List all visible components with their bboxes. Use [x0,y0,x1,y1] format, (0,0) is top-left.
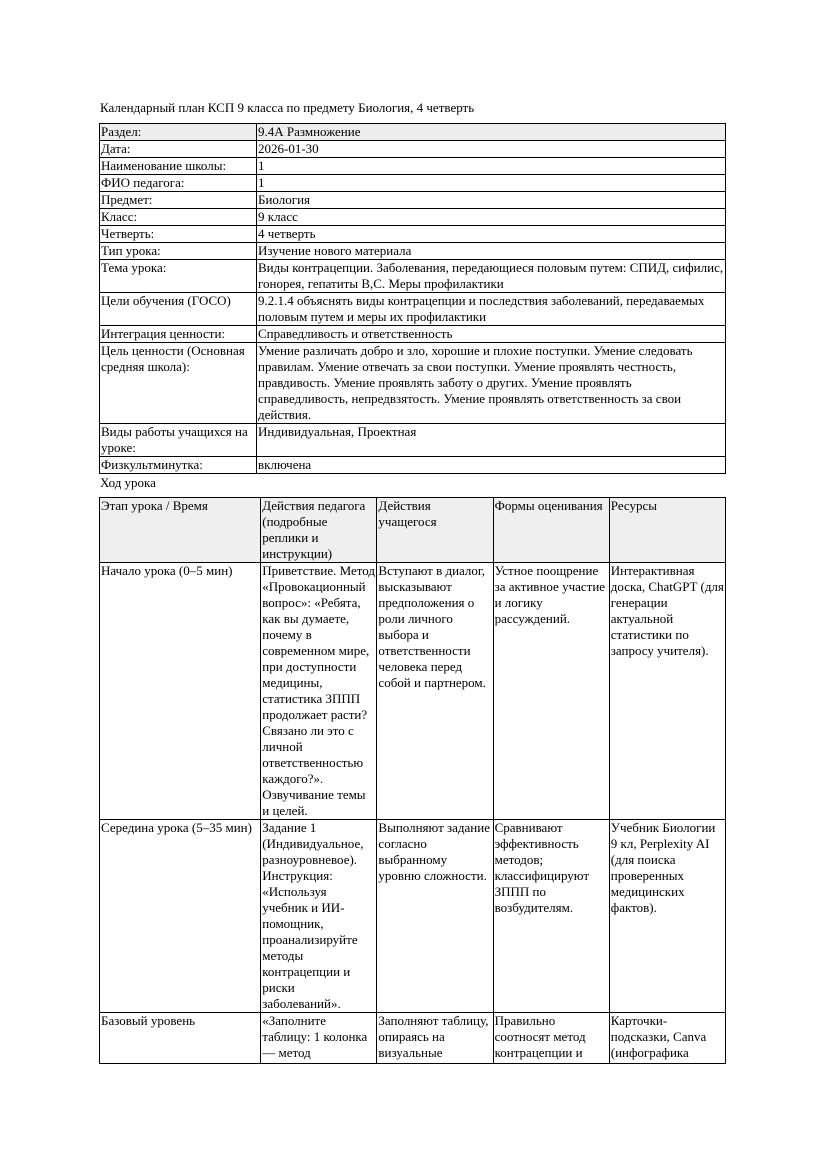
info-value: 2026-01-30 [257,141,726,158]
info-row [100,209,726,226]
lesson-plan-table [99,497,726,1064]
plan-cell: Сравнивают эффективность методов; классифицируют ЗППП по возбудителям. [493,820,609,1013]
info-key: Тема урока: [100,260,257,293]
info-value: Справедливость и ответственность [257,326,726,343]
info-key: Дата: [100,141,257,158]
info-value: Биология [257,192,726,209]
plan-column-header: Действия учащегося [377,498,493,563]
plan-cell: Задание 1 (Индивидуальное, разноуровневое). Инструкция: «Используя учебник и ИИ-помощник, проанализируйте методы контрацепции и риски заболеваний». [261,820,377,1013]
info-key: Четверть: [100,226,257,243]
info-value: 9.2.1.4 объяснять виды контрацепции и последствия заболеваний, передаваемых половым путем и меры их профилактики [257,293,726,326]
info-row [100,326,726,343]
info-row [100,192,726,209]
info-value: 4 четверть [257,226,726,243]
info-key: Цель ценности (Основная средняя школа): [100,343,257,424]
info-row [100,424,726,457]
plan-cell: Правильно соотносят метод контрацепции и [493,1013,609,1064]
info-value: 1 [257,175,726,192]
info-row [100,457,726,474]
info-row [100,226,726,243]
plan-column-header: Действия педагога (подробные реплики и инструкции) [261,498,377,563]
info-key: Предмет: [100,192,257,209]
info-key: Наименование школы: [100,158,257,175]
plan-cell: Заполняют таблицу, опираясь на визуальные [377,1013,493,1064]
plan-cell: Учебник Биологии 9 кл, Perplexity AI (для поиска проверенных медицинских фактов). [609,820,725,1013]
plan-cell: «Заполните таблицу: 1 колонка — метод [261,1013,377,1064]
info-key: Виды работы учащихся на уроке: [100,424,257,457]
info-value: Индивидуальная, Проектная [257,424,726,457]
info-row [100,124,726,141]
plan-cell: Вступают в диалог, высказывают предположения о роли личного выбора и ответственности человека перед собой и партнером. [377,563,493,820]
info-row [100,293,726,326]
lesson-flow-heading: Ход урока [100,475,156,490]
info-value: Виды контрацепции. Заболевания, передающиеся половым путем: СПИД, сифилис, гонорея, гепатиты В,С. Меры профилактики [257,260,726,293]
plan-cell: Начало урока (0–5 мин) [100,563,261,820]
info-key: Интеграция ценности: [100,326,257,343]
info-row [100,260,726,293]
page-title: Календарный план КСП 9 класса по предмету Биология, 4 четверть [100,100,475,115]
info-value: 9 класс [257,209,726,226]
info-value: включена [257,457,726,474]
info-key: Цели обучения (ГОСО) [100,293,257,326]
plan-row [100,1013,726,1064]
plan-row [100,820,726,1013]
plan-cell: Приветствие. Метод «Провокационный вопрос»: «Ребята, как вы думаете, почему в современном мире, при доступности медицины, статистика ЗППП продолжает расти? Связано ли это с личной ответственностью каждого?». Озвучивание темы и целей. [262,563,375,818]
plan-column-header: Формы оценивания [493,498,609,563]
info-key: Физкультминутка: [100,457,257,474]
info-row [100,141,726,158]
plan-cell: Базовый уровень [100,1013,261,1064]
plan-cell: Интерактивная доска, ChatGPT (для генерации актуальной статистики по запросу учителя). [609,563,725,820]
plan-cell: Устное поощрение за активное участие и логику рассуждений. [493,563,609,820]
plan-column-header: Ресурсы [609,498,725,563]
plan-cell: Карточки-подсказки, Canva (инфографика [609,1013,725,1064]
info-row [100,175,726,192]
info-key: Класс: [100,209,257,226]
plan-column-header: Этап урока / Время [100,498,261,563]
plan-row [100,563,726,820]
info-key: Тип урока: [100,243,257,260]
info-value: Изучение нового материала [257,243,726,260]
info-row [100,343,726,424]
info-value: 1 [257,158,726,175]
info-key: ФИО педагога: [100,175,257,192]
plan-cell: Середина урока (5–35 мин) [100,820,261,1013]
info-key: Раздел: [100,124,257,141]
plan-header-row [100,498,726,563]
info-value: Умение различать добро и зло, хорошие и плохие поступки. Умение следовать правилам. Умение отвечать за свои поступки. Умение проявлять честность, правдивость. Умение проявлять заботу о других. Умение проявлять справедливость, непредвзятость. Умение проявлять ответственность за свои действия. [257,343,726,424]
info-value: 9.4А Размножение [257,124,726,141]
info-row [100,243,726,260]
info-row [100,158,726,175]
plan-cell: Выполняют задание согласно выбранному уровню сложности. [377,820,493,1013]
lesson-info-table [99,123,726,474]
